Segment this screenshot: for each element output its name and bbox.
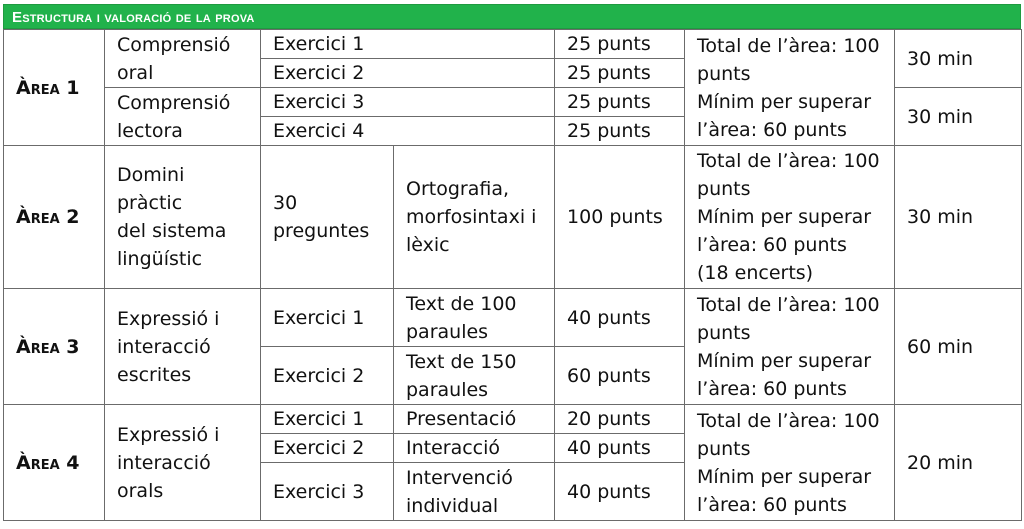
- area-2-questions: 30 preguntes: [261, 146, 394, 289]
- area-4-total: Total de l’àrea: 100 punts Mínim per superar l’àrea: 60 punts: [685, 405, 895, 521]
- area-3-time: 60 min: [895, 289, 1022, 405]
- exercise-cell: Exercici 1: [261, 289, 394, 347]
- area-3-label: Àrea 3: [4, 289, 105, 405]
- area-1-label: Àrea 1: [4, 30, 105, 146]
- task-cell: Text de 150 paraules: [394, 347, 555, 405]
- exercise-cell: Exercici 3: [261, 88, 555, 117]
- points-cell: 25 punts: [555, 59, 685, 88]
- area-1-time-reading: 30 min: [895, 88, 1022, 146]
- area-1-total: Total de l’àrea: 100 punts Mínim per superar l’àrea: 60 punts: [685, 30, 895, 146]
- table-title: Estructura i valoració de la prova: [3, 4, 1021, 29]
- area-4-skill: Expressió i interacció orals: [105, 405, 261, 521]
- points-cell: 25 punts: [555, 88, 685, 117]
- task-cell: Intervenció individual: [394, 463, 555, 521]
- points-cell: 25 punts: [555, 30, 685, 59]
- exercise-cell: Exercici 1: [261, 30, 555, 59]
- area-3-total: Total de l’àrea: 100 punts Mínim per superar l’àrea: 60 punts: [685, 289, 895, 405]
- points-cell: 20 punts: [555, 405, 685, 434]
- area-2-label: Àrea 2: [4, 146, 105, 289]
- exercise-cell: Exercici 1: [261, 405, 394, 434]
- area-4-time: 20 min: [895, 405, 1022, 521]
- exercise-cell: Exercici 2: [261, 59, 555, 88]
- exam-structure: [3, 4, 1021, 521]
- area-1-skill-reading: Comprensió lectora: [105, 88, 261, 146]
- points-cell: 40 punts: [555, 463, 685, 521]
- area-2-time: 30 min: [895, 146, 1022, 289]
- area-3-skill: Expressió i interacció escrites: [105, 289, 261, 405]
- points-cell: 60 punts: [555, 347, 685, 405]
- area-4-label: Àrea 4: [4, 405, 105, 521]
- table-row: [4, 146, 1022, 289]
- task-cell: Interacció: [394, 434, 555, 463]
- area-2-topic: Ortografia, morfosintaxi i lèxic: [394, 146, 555, 289]
- exercise-cell: Exercici 3: [261, 463, 394, 521]
- area-1-skill-oral: Comprensió oral: [105, 30, 261, 88]
- exercise-cell: Exercici 2: [261, 347, 394, 405]
- exam-table: [3, 29, 1022, 521]
- area-2-total: Total de l’àrea: 100 punts Mínim per superar l’àrea: 60 punts (18 encerts): [685, 146, 895, 289]
- area-2-skill: Domini pràctic del sistema lingüístic: [105, 146, 261, 289]
- table-row: [4, 30, 1022, 59]
- points-cell: 40 punts: [555, 434, 685, 463]
- points-cell: 25 punts: [555, 117, 685, 146]
- task-cell: Text de 100 paraules: [394, 289, 555, 347]
- area-1-time-oral: 30 min: [895, 30, 1022, 88]
- table-row: [4, 405, 1022, 434]
- exercise-cell: Exercici 4: [261, 117, 555, 146]
- task-cell: Presentació: [394, 405, 555, 434]
- points-cell: 40 punts: [555, 289, 685, 347]
- exercise-cell: Exercici 2: [261, 434, 394, 463]
- points-cell: 100 punts: [555, 146, 685, 289]
- table-row: [4, 289, 1022, 347]
